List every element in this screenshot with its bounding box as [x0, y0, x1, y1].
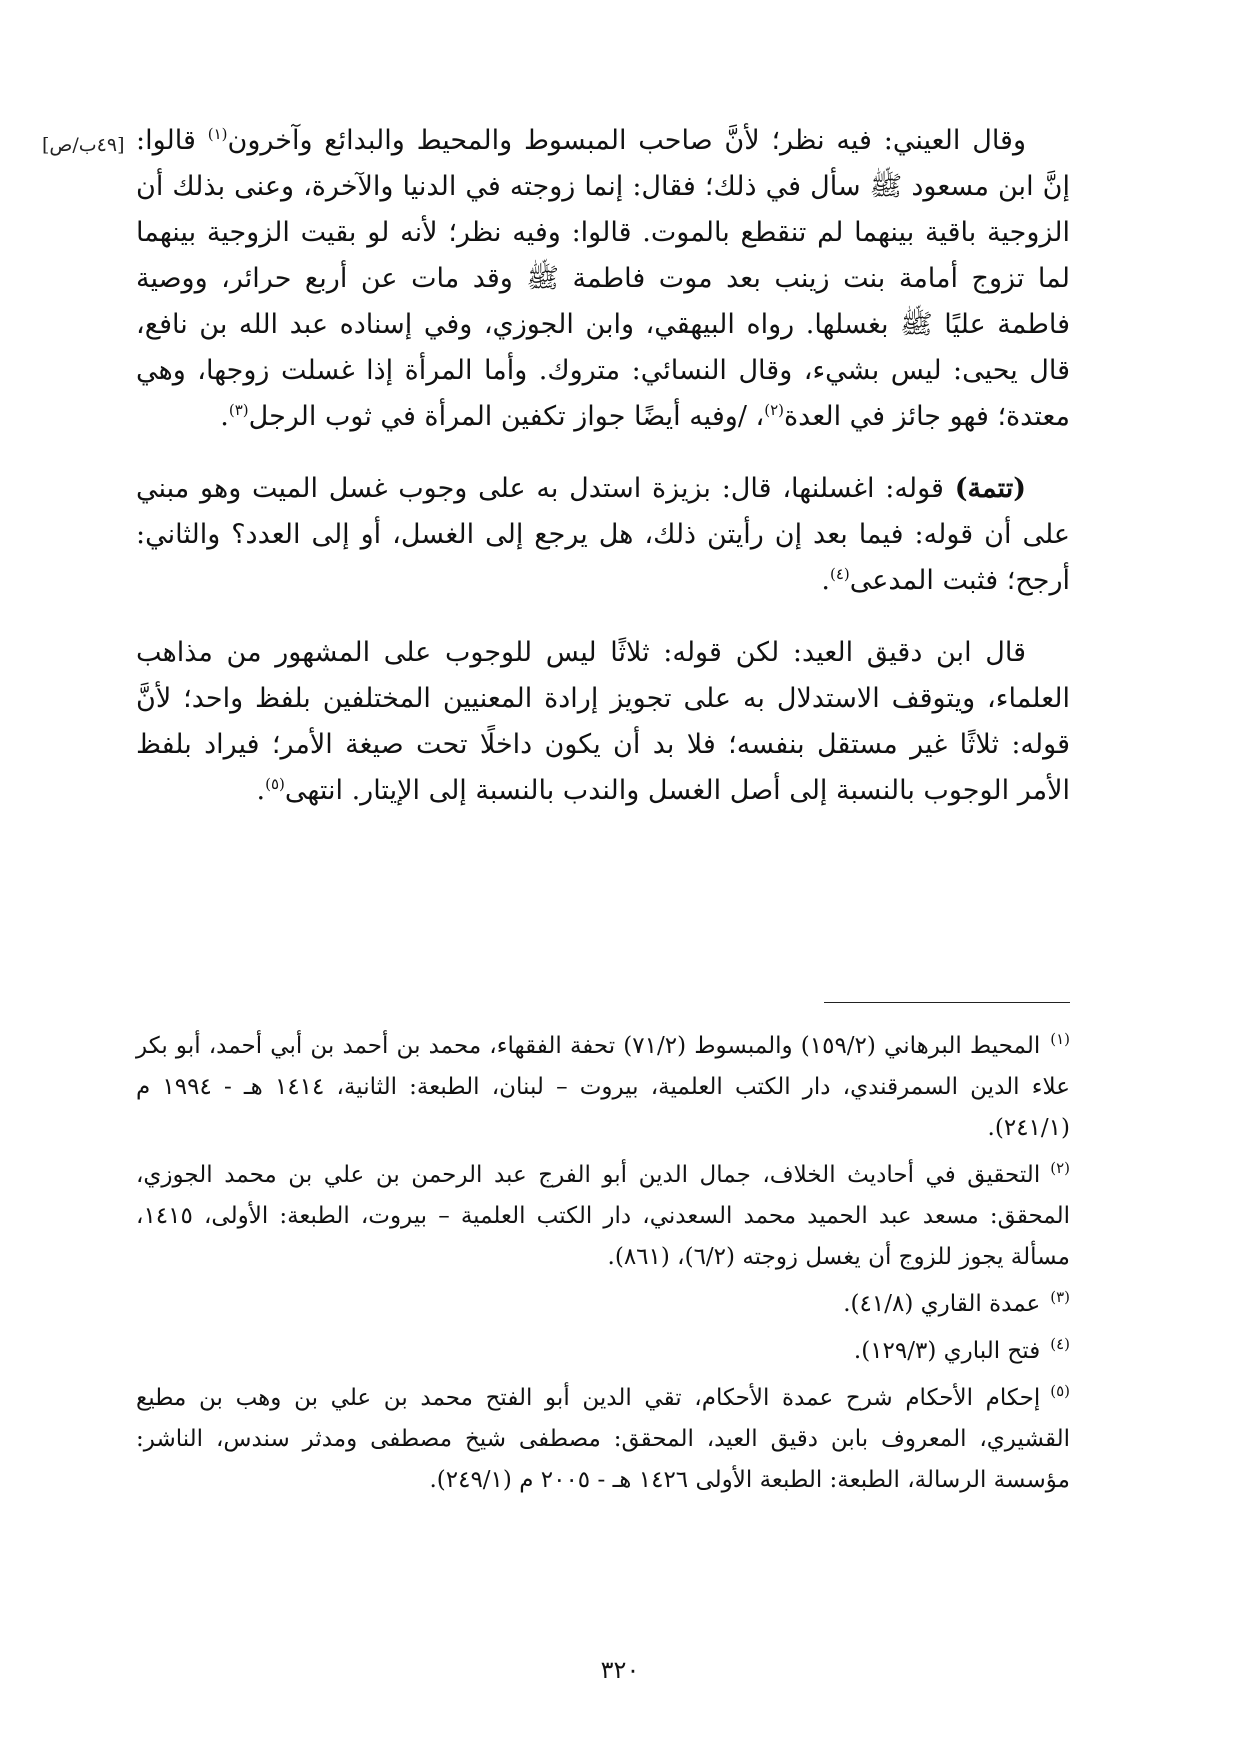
paragraph-text: ، /وفيه أيضًا جواز تكفين المرأة في ثوب الرجل — [248, 401, 765, 432]
footnote-text: المحيط البرهاني (١٥٩/٢) والمبسوط (٧١/٢) تحفة الفقهاء، محمد بن أحمد بن أبي أحمد، أبو بكر علاء الدين السمرقندي، دار الكتب العلمية، بيروت – لبنان، الطبعة: الثانية، ١٤١٤ هـ - ١٩٩٤ م (٢٤١/١). — [136, 1033, 1070, 1141]
paragraph-text: . — [220, 401, 229, 432]
page-number: ٣٢٠ — [600, 1656, 640, 1684]
paragraph-text: . — [821, 565, 830, 596]
paragraph-text: وقال العيني: فيه نظر؛ لأنَّ صاحب المبسوط والمحيط والبدائع وآخرون — [227, 125, 1026, 156]
footnote-ref[interactable]: (٥) — [265, 775, 285, 793]
footnote-ref[interactable]: (٢) — [764, 401, 785, 419]
footnotes — [136, 1026, 1070, 1507]
margin-folio-note: [٤٩ب/ص] — [42, 134, 125, 156]
paragraph-3 — [136, 630, 1070, 814]
paragraph-text: قالوا: إنَّ ابن مسعود ﷺ سأل في ذلك؛ فقال: إنما زوجته في الدنيا والآخرة، وعنى بذلك أن الزوجية باقية بينهما لم تنقطع بالموت. قالوا: وفيه نظر؛ لأنه لو بقيت الزوجية بينهما لما تزوج أمامة بنت زينب بعد موت فاطمة ﷺ وقد مات عن أربع حرائر، ووصية فاطمة عليًا ﷺ بغسلها. رواه البيهقي، وابن الجوزي، وفي إسناده عبد الله بن نافع، قال يحيى: ليس بشيء، وقال النسائي: متروك. وأما المرأة إذا غسلت زوجها، وهي معتدة؛ فهو جائز في العدة — [136, 125, 1070, 432]
footnote-text: عمدة القاري (٤١/٨). — [843, 1291, 1041, 1317]
footnote-text: التحقيق في أحاديث الخلاف، جمال الدين أبو الفرج عبد الرحمن بن علي بن محمد الجوزي، المحقق: مسعد عبد الحميد محمد السعدني، دار الكتب العلمية – بيروت، الطبعة: الأولى، ١٤١٥، مسألة يجوز للزوج أن يغسل زوجته (٦/٢)، (٨٦١). — [136, 1162, 1070, 1270]
footnote-2: $^{(٢)}$التحقيق في أحاديث الخلاف، جمال الدين أبو الفرج عبد الرحمن بن علي بن محمد الجوزي، المحقق: مسعد عبد الحميد محمد السعدني، دار الكتب العلمية – بيروت، الطبعة: الأولى، ١٤١٥، مسألة يجوز للزوج أن يغسل زوجته (٦/٢)، (٨٦١). — [136, 1159, 1070, 1270]
section-label: (تتمة) — [954, 473, 1026, 504]
paragraph-2 — [136, 466, 1070, 604]
footnote-5: $^{(٥)}$إحكام الأحكام شرح عمدة الأحكام، تقي الدين أبو الفتح محمد بن علي بن وهب بن مطيع القشيري، المعروف بابن دقيق العيد، المحقق: مصطفى شيخ مصطفى ومدثر سندس، الناشر: مؤسسة الرسالة، الطبعة: الطبعة الأولى ١٤٢٦ هـ - ٢٠٠٥ م (٢٤٩/١). — [136, 1382, 1070, 1493]
footnote-ref[interactable]: (٤) — [829, 565, 850, 583]
paragraph-text: قال ابن دقيق العيد: لكن قوله: ثلاثًا ليس للوجوب على المشهور من مذاهب العلماء، ويتوقف الاستدلال به على تجويز إرادة المعنيين المختلفين بلفظ واحد؛ لأنَّ قوله: ثلاثًا غير مستقل بنفسه؛ فلا بد أن يكون داخلًا تحت صيغة الأمر؛ فيراد بلفظ الأمر الوجوب بالنسبة إلى أصل الغسل والندب بالنسبة إلى الإيتار. انتهى — [136, 637, 1070, 806]
paragraph-1 — [136, 118, 1070, 440]
footnote-ref[interactable]: (١) — [207, 125, 228, 143]
main-text — [136, 118, 1070, 840]
footnote-ref[interactable]: (٣) — [228, 401, 249, 419]
paragraph-text: . — [256, 775, 266, 806]
footnote-1: $^{(١)}$المحيط البرهاني (١٥٩/٢) والمبسوط (٧١/٢) تحفة الفقهاء، محمد بن أحمد بن أبي أحمد، أبو بكر علاء الدين السمرقندي، دار الكتب العلمية، بيروت – لبنان، الطبعة: الثانية، ١٤١٤ هـ - ١٩٩٤ م (٢٤١/١). — [136, 1030, 1070, 1141]
paragraph-text: قوله: اغسلنها، قال: بزيزة استدل به على وجوب غسل الميت وهو مبني على أن قوله: فيما بعد إن رأيتن ذلك، هل يرجع إلى الغسل، أو إلى العدد؟ والثاني: أرجح؛ فثبت المدعى — [136, 473, 1070, 596]
footnote-text: إحكام الأحكام شرح عمدة الأحكام، تقي الدين أبو الفتح محمد بن علي بن وهب بن مطيع القشيري، المعروف بابن دقيق العيد، المحقق: مصطفى شيخ مصطفى ومدثر سندس، الناشر: مؤسسة الرسالة، الطبعة: الطبعة الأولى ١٤٢٦ هـ - ٢٠٠٥ م (٢٤٩/١). — [136, 1385, 1070, 1493]
footnote-text: فتح الباري (١٢٩/٣). — [853, 1338, 1041, 1364]
footnote-4: $^{(٤)}$فتح الباري (١٢٩/٣). — [853, 1335, 1070, 1364]
footnote-3: $^{(٣)}$عمدة القاري (٤١/٨). — [843, 1288, 1070, 1317]
footnote-separator — [824, 1002, 1070, 1003]
